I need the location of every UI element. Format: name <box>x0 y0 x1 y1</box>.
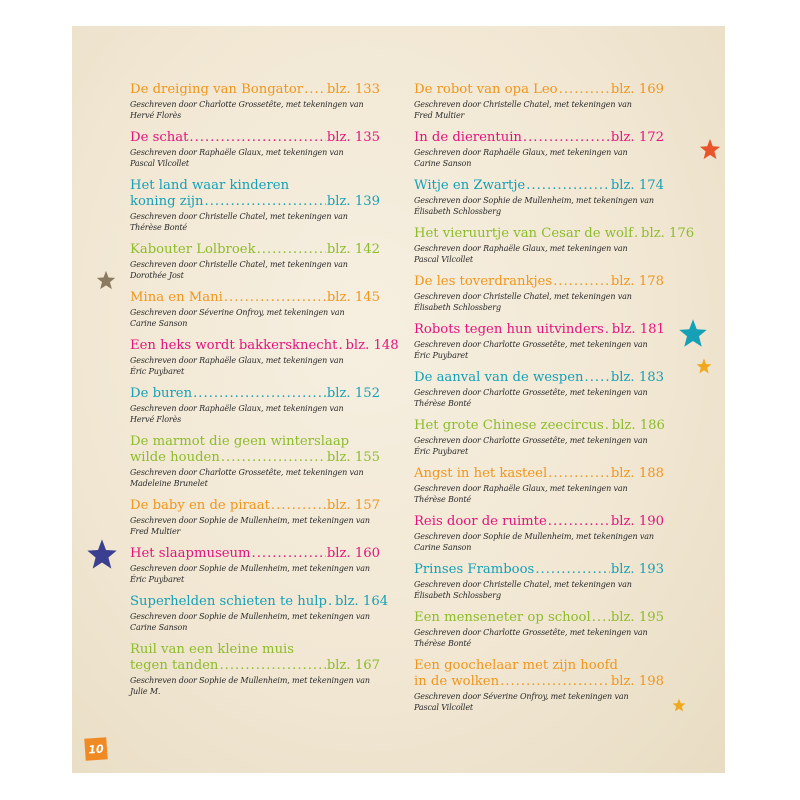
byline-line: Geschreven door Séverine Onfroy, met tekeningen van <box>414 692 629 701</box>
author-illustrator-byline <box>130 147 380 169</box>
star-small-orange-icon <box>672 698 686 712</box>
byline-line: Geschreven door Charlotte Grossetête, met tekeningen van <box>414 436 648 445</box>
story-title: koning zijn <box>130 194 204 209</box>
toc-entry <box>130 386 380 425</box>
story-title: Een heks wordt bakkersknecht <box>130 338 338 353</box>
star-brown-icon <box>96 270 116 290</box>
page-reference: blz. 142 <box>326 242 380 257</box>
author-illustrator-byline <box>130 211 380 233</box>
byline-line: Thérèse Bonté <box>414 399 472 408</box>
byline-line: Geschreven door Raphaële Glaux, met tekeningen van <box>130 404 344 413</box>
toc-title-line <box>130 130 380 146</box>
author-illustrator-byline <box>414 99 664 121</box>
page-reference: blz. 167 <box>326 658 380 673</box>
story-title: De baby en de piraat <box>130 498 270 513</box>
author-illustrator-byline <box>414 435 664 457</box>
story-title: De dreiging van Bongator <box>130 82 304 97</box>
toc-entry <box>414 514 664 553</box>
star-navy-icon <box>86 538 118 570</box>
story-title: Prinses Framboos <box>414 562 535 577</box>
story-title: Angst in het kasteel <box>414 466 548 481</box>
page-number-badge <box>84 737 107 760</box>
story-title: In de dierentuin <box>414 130 522 145</box>
author-illustrator-byline <box>414 483 664 505</box>
page-reference: blz. 181 <box>611 322 665 337</box>
toc-title-line <box>414 322 664 338</box>
page-reference: blz. 160 <box>326 546 380 561</box>
byline-line: Geschreven door Christelle Chatel, met tekeningen van <box>414 100 632 109</box>
byline-line: Élisabeth Schlossberg <box>414 591 501 600</box>
leader-dots <box>548 514 610 530</box>
leader-dots <box>271 498 326 514</box>
leader-dots <box>553 274 610 290</box>
leader-dots <box>221 450 326 466</box>
toc-title-line <box>414 674 664 690</box>
page-reference: blz. 186 <box>611 418 665 433</box>
toc-entry <box>130 594 389 633</box>
star-yellow-icon <box>696 358 712 374</box>
byline-line: Pascal Vilcollet <box>414 255 473 264</box>
byline-line: Geschreven door Raphaële Glaux, met tekeningen van <box>414 484 628 493</box>
byline-line: Geschreven door Sophie de Mullenheim, met tekeningen van <box>414 532 654 541</box>
toc-entry <box>414 466 664 505</box>
leader-dots <box>523 130 610 146</box>
toc-entry <box>130 338 399 377</box>
author-illustrator-byline <box>130 355 380 377</box>
toc-entry <box>414 274 664 313</box>
toc-title-line <box>130 290 380 306</box>
story-title: Het vieruurtje van Cesar de wolf <box>414 226 634 241</box>
star-teal-icon <box>678 318 708 348</box>
author-illustrator-byline <box>414 579 664 601</box>
byline-line: Carine Sanson <box>414 543 472 552</box>
page-reference: blz. 198 <box>610 674 664 689</box>
author-illustrator-byline <box>130 259 380 281</box>
byline-line: Élisabeth Schlossberg <box>414 207 501 216</box>
toc-title-line <box>130 546 380 562</box>
byline-line: Geschreven door Charlotte Grossetête, met tekeningen van <box>130 468 364 477</box>
toc-title-line <box>130 386 380 402</box>
story-title: Een menseneter op school <box>414 610 591 625</box>
author-illustrator-byline <box>414 387 664 409</box>
toc-title-line <box>130 450 380 466</box>
page-reference: blz. 152 <box>326 386 380 401</box>
toc-entry <box>130 434 380 489</box>
leader-dots <box>592 610 610 626</box>
story-title: Witje en Zwartje <box>414 178 526 193</box>
byline-line: Geschreven door Christelle Chatel, met tekeningen van <box>130 212 348 221</box>
byline-line: Fred Multier <box>414 111 465 120</box>
story-title: Het grote Chinese zeecircus <box>414 418 604 433</box>
story-title: De robot van opa Leo <box>414 82 558 97</box>
byline-line: Éric Puybaret <box>414 351 469 360</box>
toc-entry <box>414 610 664 649</box>
author-illustrator-byline <box>414 627 664 649</box>
byline-line: Pascal Vilcollet <box>130 159 189 168</box>
toc-entry <box>130 130 380 169</box>
page-reference: blz. 183 <box>610 370 664 385</box>
author-illustrator-byline <box>130 611 380 633</box>
byline-line: Geschreven door Sophie de Mullenheim, met tekeningen van <box>130 564 370 573</box>
byline-line: Geschreven door Raphaële Glaux, met tekeningen van <box>130 356 344 365</box>
toc-entry <box>130 178 380 233</box>
story-title: Reis door de ruimte <box>414 514 547 529</box>
leader-dots <box>193 386 326 402</box>
leader-dots <box>328 594 334 610</box>
byline-line: Geschreven door Sophie de Mullenheim, met tekeningen van <box>414 196 654 205</box>
byline-line: Geschreven door Christelle Chatel, met tekeningen van <box>414 292 632 301</box>
toc-title-line <box>130 498 380 514</box>
leader-dots <box>535 562 609 578</box>
byline-line: Geschreven door Charlotte Grossetête, met tekeningen van <box>414 388 648 397</box>
page-reference: blz. 157 <box>326 498 380 513</box>
byline-line: Élisabeth Schlossberg <box>414 303 501 312</box>
author-illustrator-byline <box>414 291 664 313</box>
byline-line: Carine Sanson <box>414 159 472 168</box>
author-illustrator-byline <box>414 531 664 553</box>
page-reference: blz. 190 <box>610 514 664 529</box>
leader-dots <box>189 130 325 146</box>
toc-entry <box>414 562 664 601</box>
toc-entry <box>414 418 664 457</box>
leader-dots <box>257 242 326 258</box>
leader-dots <box>252 546 326 562</box>
page-reference: blz. 145 <box>326 290 380 305</box>
toc-entry <box>414 226 695 265</box>
story-title: Superhelden schieten te hulp <box>130 594 327 609</box>
star-orange-red-icon <box>699 138 721 160</box>
toc-title-line <box>414 514 664 530</box>
byline-line: Geschreven door Christelle Chatel, met tekeningen van <box>414 580 632 589</box>
toc-title-line <box>130 658 380 674</box>
book-page <box>72 26 725 773</box>
page-reference: blz. 135 <box>326 130 380 145</box>
author-illustrator-byline <box>130 99 380 121</box>
page-reference: blz. 148 <box>345 338 399 353</box>
byline-line: Thérèse Bonté <box>414 495 472 504</box>
story-title: De buren <box>130 386 193 401</box>
story-title: Een goochelaar met zijn hoofd <box>414 658 618 673</box>
page-reference: blz. 169 <box>610 82 664 97</box>
toc-entry <box>414 370 664 409</box>
page-reference: blz. 195 <box>610 610 664 625</box>
byline-line: Madeleine Brunelet <box>130 479 208 488</box>
leader-dots <box>526 178 610 194</box>
leader-dots <box>224 290 326 306</box>
story-title: Het slaapmuseum <box>130 546 251 561</box>
toc-title-line <box>130 594 389 610</box>
toc-title-line <box>414 82 664 98</box>
leader-dots <box>219 658 325 674</box>
leader-dots <box>304 82 326 98</box>
page-reference: blz. 193 <box>610 562 664 577</box>
story-title: Kabouter Lolbroek <box>130 242 256 257</box>
story-title: De les toverdrankjes <box>414 274 553 289</box>
author-illustrator-byline <box>130 307 380 329</box>
toc-title-line <box>414 418 664 434</box>
author-illustrator-byline <box>414 195 664 217</box>
toc-entry <box>414 322 664 361</box>
byline-line: Geschreven door Sophie de Mullenheim, met tekeningen van <box>130 676 370 685</box>
leader-dots <box>605 322 611 338</box>
byline-line: Geschreven door Charlotte Grossetête, met tekeningen van <box>414 340 648 349</box>
page-reference: blz. 164 <box>334 594 389 609</box>
author-illustrator-byline <box>130 563 380 585</box>
toc-title-line <box>414 610 664 626</box>
story-title: Mina en Mani <box>130 290 223 305</box>
page-number: 10 <box>87 741 105 757</box>
toc-title-line <box>414 178 664 194</box>
leader-dots <box>205 194 326 210</box>
story-title: Ruil van een kleine muis <box>130 642 295 657</box>
author-illustrator-byline <box>414 243 664 265</box>
author-illustrator-byline <box>414 147 664 169</box>
byline-line: Geschreven door Christelle Chatel, met tekeningen van <box>130 260 348 269</box>
toc-entry <box>130 642 380 697</box>
story-title: tegen tanden <box>130 658 219 673</box>
page-reference: blz. 174 <box>610 178 664 193</box>
byline-line: Geschreven door Sophie de Mullenheim, met tekeningen van <box>130 516 370 525</box>
page-reference: blz. 188 <box>610 466 664 481</box>
page-reference: blz. 176 <box>641 226 695 241</box>
byline-line: Éric Puybaret <box>414 447 469 456</box>
toc-entry <box>130 546 380 585</box>
byline-line: Julie M. <box>130 687 161 696</box>
toc-title-line <box>414 274 664 290</box>
byline-line: Hervé Florès <box>130 111 182 120</box>
author-illustrator-byline <box>130 403 380 425</box>
page-reference: blz. 178 <box>610 274 664 289</box>
toc-title-line <box>130 194 380 210</box>
leader-dots <box>605 418 611 434</box>
toc-entry <box>130 82 380 121</box>
leader-dots <box>500 674 610 690</box>
page-reference: blz. 172 <box>610 130 664 145</box>
byline-line: Geschreven door Séverine Onfroy, met tekeningen van <box>130 308 345 317</box>
toc-title-line <box>414 226 695 242</box>
toc-entry <box>414 658 664 713</box>
author-illustrator-byline <box>414 691 664 713</box>
story-title: De marmot die geen winterslaap <box>130 434 350 449</box>
byline-line: Éric Puybaret <box>130 575 185 584</box>
leader-dots <box>338 338 344 354</box>
byline-line: Geschreven door Raphaële Glaux, met tekeningen van <box>414 148 628 157</box>
story-title: wilde houden <box>130 450 220 465</box>
byline-line: Dorothée Jost <box>130 271 184 280</box>
byline-line: Geschreven door Sophie de Mullenheim, met tekeningen van <box>130 612 370 621</box>
byline-line: Thérèse Bonté <box>130 223 188 232</box>
toc-title-line <box>414 130 664 146</box>
toc-entry <box>130 242 380 281</box>
page-reference: blz. 139 <box>326 194 380 209</box>
leader-dots <box>559 82 610 98</box>
byline-line: Geschreven door Raphaële Glaux, met tekeningen van <box>130 148 344 157</box>
leader-dots <box>585 370 610 386</box>
page-reference: blz. 155 <box>326 450 380 465</box>
toc-entry <box>414 82 664 121</box>
byline-line: Carine Sanson <box>130 319 188 328</box>
byline-line: Hervé Florès <box>130 415 182 424</box>
story-title: De schat <box>130 130 189 145</box>
toc-title-line <box>130 338 399 354</box>
toc-title-line <box>414 370 664 386</box>
byline-line: Fred Multier <box>130 527 181 536</box>
byline-line: Geschreven door Charlotte Grossetête, met tekeningen van <box>414 628 648 637</box>
toc-entry <box>130 498 380 537</box>
toc-title-line <box>414 466 664 482</box>
byline-line: Geschreven door Raphaële Glaux, met tekeningen van <box>414 244 628 253</box>
toc-entry <box>414 178 664 217</box>
story-title: De aanval van de wespen <box>414 370 584 385</box>
author-illustrator-byline <box>130 675 380 697</box>
leader-dots <box>548 466 610 482</box>
toc-title-line <box>414 562 664 578</box>
toc-entry <box>130 290 380 329</box>
byline-line: Éric Puybaret <box>130 367 185 376</box>
page-reference: blz. 133 <box>326 82 380 97</box>
leader-dots <box>634 226 640 242</box>
byline-line: Thérèse Bonté <box>414 639 472 648</box>
byline-line: Carine Sanson <box>130 623 188 632</box>
story-title: Robots tegen hun uitvinders <box>414 322 604 337</box>
author-illustrator-byline <box>130 515 380 537</box>
story-title: Het land waar kinderen <box>130 178 290 193</box>
byline-line: Pascal Vilcollet <box>414 703 473 712</box>
author-illustrator-byline <box>130 467 380 489</box>
toc-title-line <box>130 242 380 258</box>
byline-line: Geschreven door Charlotte Grossetête, met tekeningen van <box>130 100 364 109</box>
toc-title-line <box>130 82 380 98</box>
toc-entry <box>414 130 664 169</box>
story-title: in de wolken <box>414 674 500 689</box>
author-illustrator-byline <box>414 339 664 361</box>
